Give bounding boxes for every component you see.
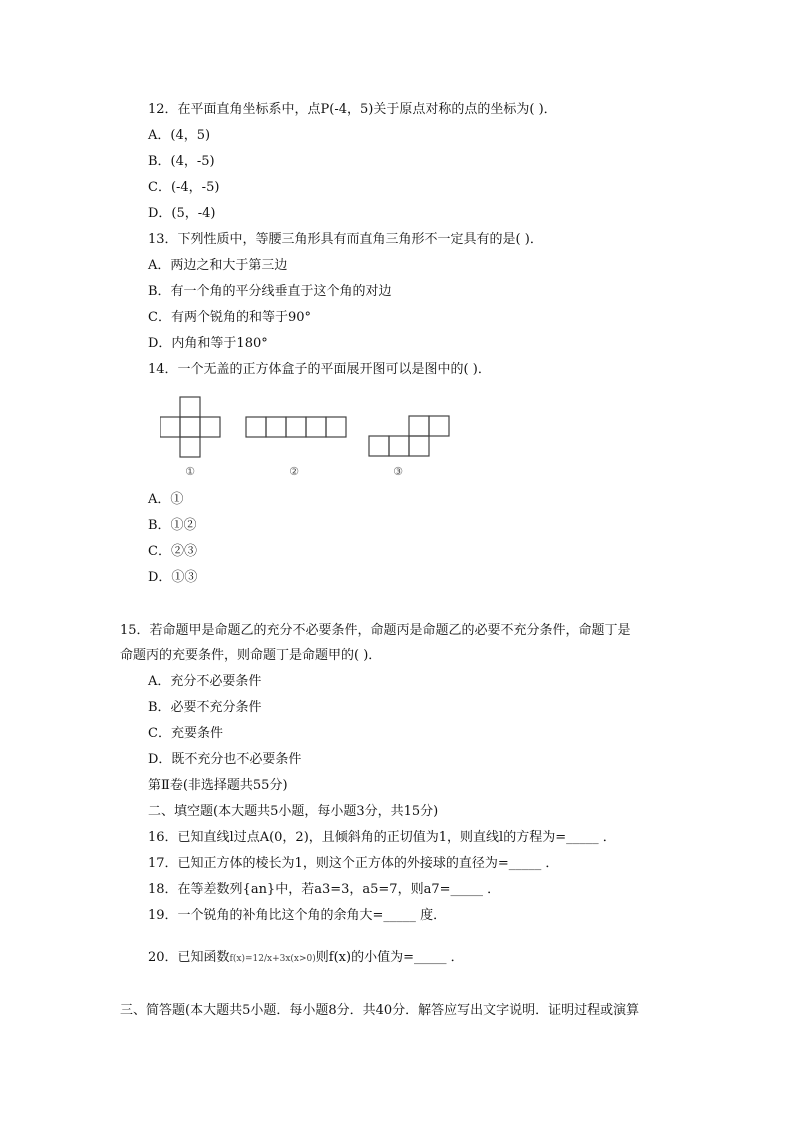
volume-2-title: 第Ⅱ卷(非选择题共55分) bbox=[148, 778, 288, 793]
q14-stem: 14．一个无盖的正方体盒子的平面展开图可以是图中的( )． bbox=[148, 362, 491, 377]
q18: 18．在等差数列{an}中，若a3=3，a5=7，则a7=_____ ． bbox=[148, 882, 501, 897]
q13-option-a: A．两边之和大于第三边 bbox=[148, 258, 288, 273]
q17: 17．已知正方体的棱长为1，则这个正方体的外接球的直径为=_____ ． bbox=[148, 856, 559, 871]
q15-option-a: A．充分不必要条件 bbox=[148, 674, 262, 689]
q20-suffix: 则f(x)的小值为=_____ ． bbox=[315, 950, 464, 965]
q13-stem: 13．下列性质中，等腰三角形具有而直角三角形不一定具有的是( )． bbox=[148, 232, 543, 247]
cube-net-3 bbox=[369, 416, 449, 456]
q20-formula: f(x)=12/x+3x(x>0) bbox=[229, 954, 316, 964]
section-2-heading: 二、填空题(本大题共5小题，每小题3分，共15分) bbox=[148, 804, 439, 819]
figure-label-3: ③ bbox=[393, 465, 403, 478]
q20-prefix: 20．已知函数 bbox=[148, 950, 230, 965]
section-3-heading: 三、简答题(本大题共5小题．每小题8分．共40分．解答应写出文字说明．证明过程或演算 bbox=[120, 1003, 640, 1018]
q15-option-c: C．充要条件 bbox=[148, 726, 223, 741]
q15-option-b: B．必要不充分条件 bbox=[148, 700, 262, 715]
cube-nets-figure bbox=[160, 393, 460, 483]
q20 bbox=[148, 949, 464, 968]
q12-option-c: C．(-4，-5) bbox=[148, 180, 220, 195]
figure-label-2: ② bbox=[289, 465, 299, 478]
q15-option-d: D．既不充分也不必要条件 bbox=[148, 752, 302, 767]
q14-option-a: A．① bbox=[148, 492, 184, 507]
q13-option-b: B．有一个角的平分线垂直于这个角的对边 bbox=[148, 284, 392, 299]
q15-stem-line2: 命题丙的充要条件，则命题丁是命题甲的( )． bbox=[120, 648, 382, 663]
q13-option-c: C．有两个锐角的和等于90° bbox=[148, 310, 311, 325]
q16: 16．已知直线l过点A(0，2)，且倾斜角的正切值为1，则直线l的方程为=_____ ． bbox=[148, 830, 616, 845]
q14-option-d: D．①③ bbox=[148, 570, 198, 585]
figure-label-1: ① bbox=[185, 465, 195, 478]
q13-option-d: D．内角和等于180° bbox=[148, 336, 268, 351]
q14-option-b: B．①② bbox=[148, 518, 197, 533]
q12-option-d: D．(5，-4) bbox=[148, 206, 216, 221]
q19: 19．一个锐角的补角比这个角的余角大=_____ 度． bbox=[148, 908, 447, 923]
cube-net-2 bbox=[246, 417, 346, 437]
q12-option-a: A．(4，5) bbox=[148, 128, 211, 143]
q12-stem: 12．在平面直角坐标系中，点P(-4，5)关于原点对称的点的坐标为( )． bbox=[148, 102, 557, 117]
q12-option-b: B．(4，-5) bbox=[148, 154, 215, 169]
q15-stem-line1: 15．若命题甲是命题乙的充分不必要条件，命题丙是命题乙的必要不充分条件，命题丁是 bbox=[120, 623, 631, 638]
cube-net-1 bbox=[160, 397, 220, 457]
q14-option-c: C．②③ bbox=[148, 544, 197, 559]
